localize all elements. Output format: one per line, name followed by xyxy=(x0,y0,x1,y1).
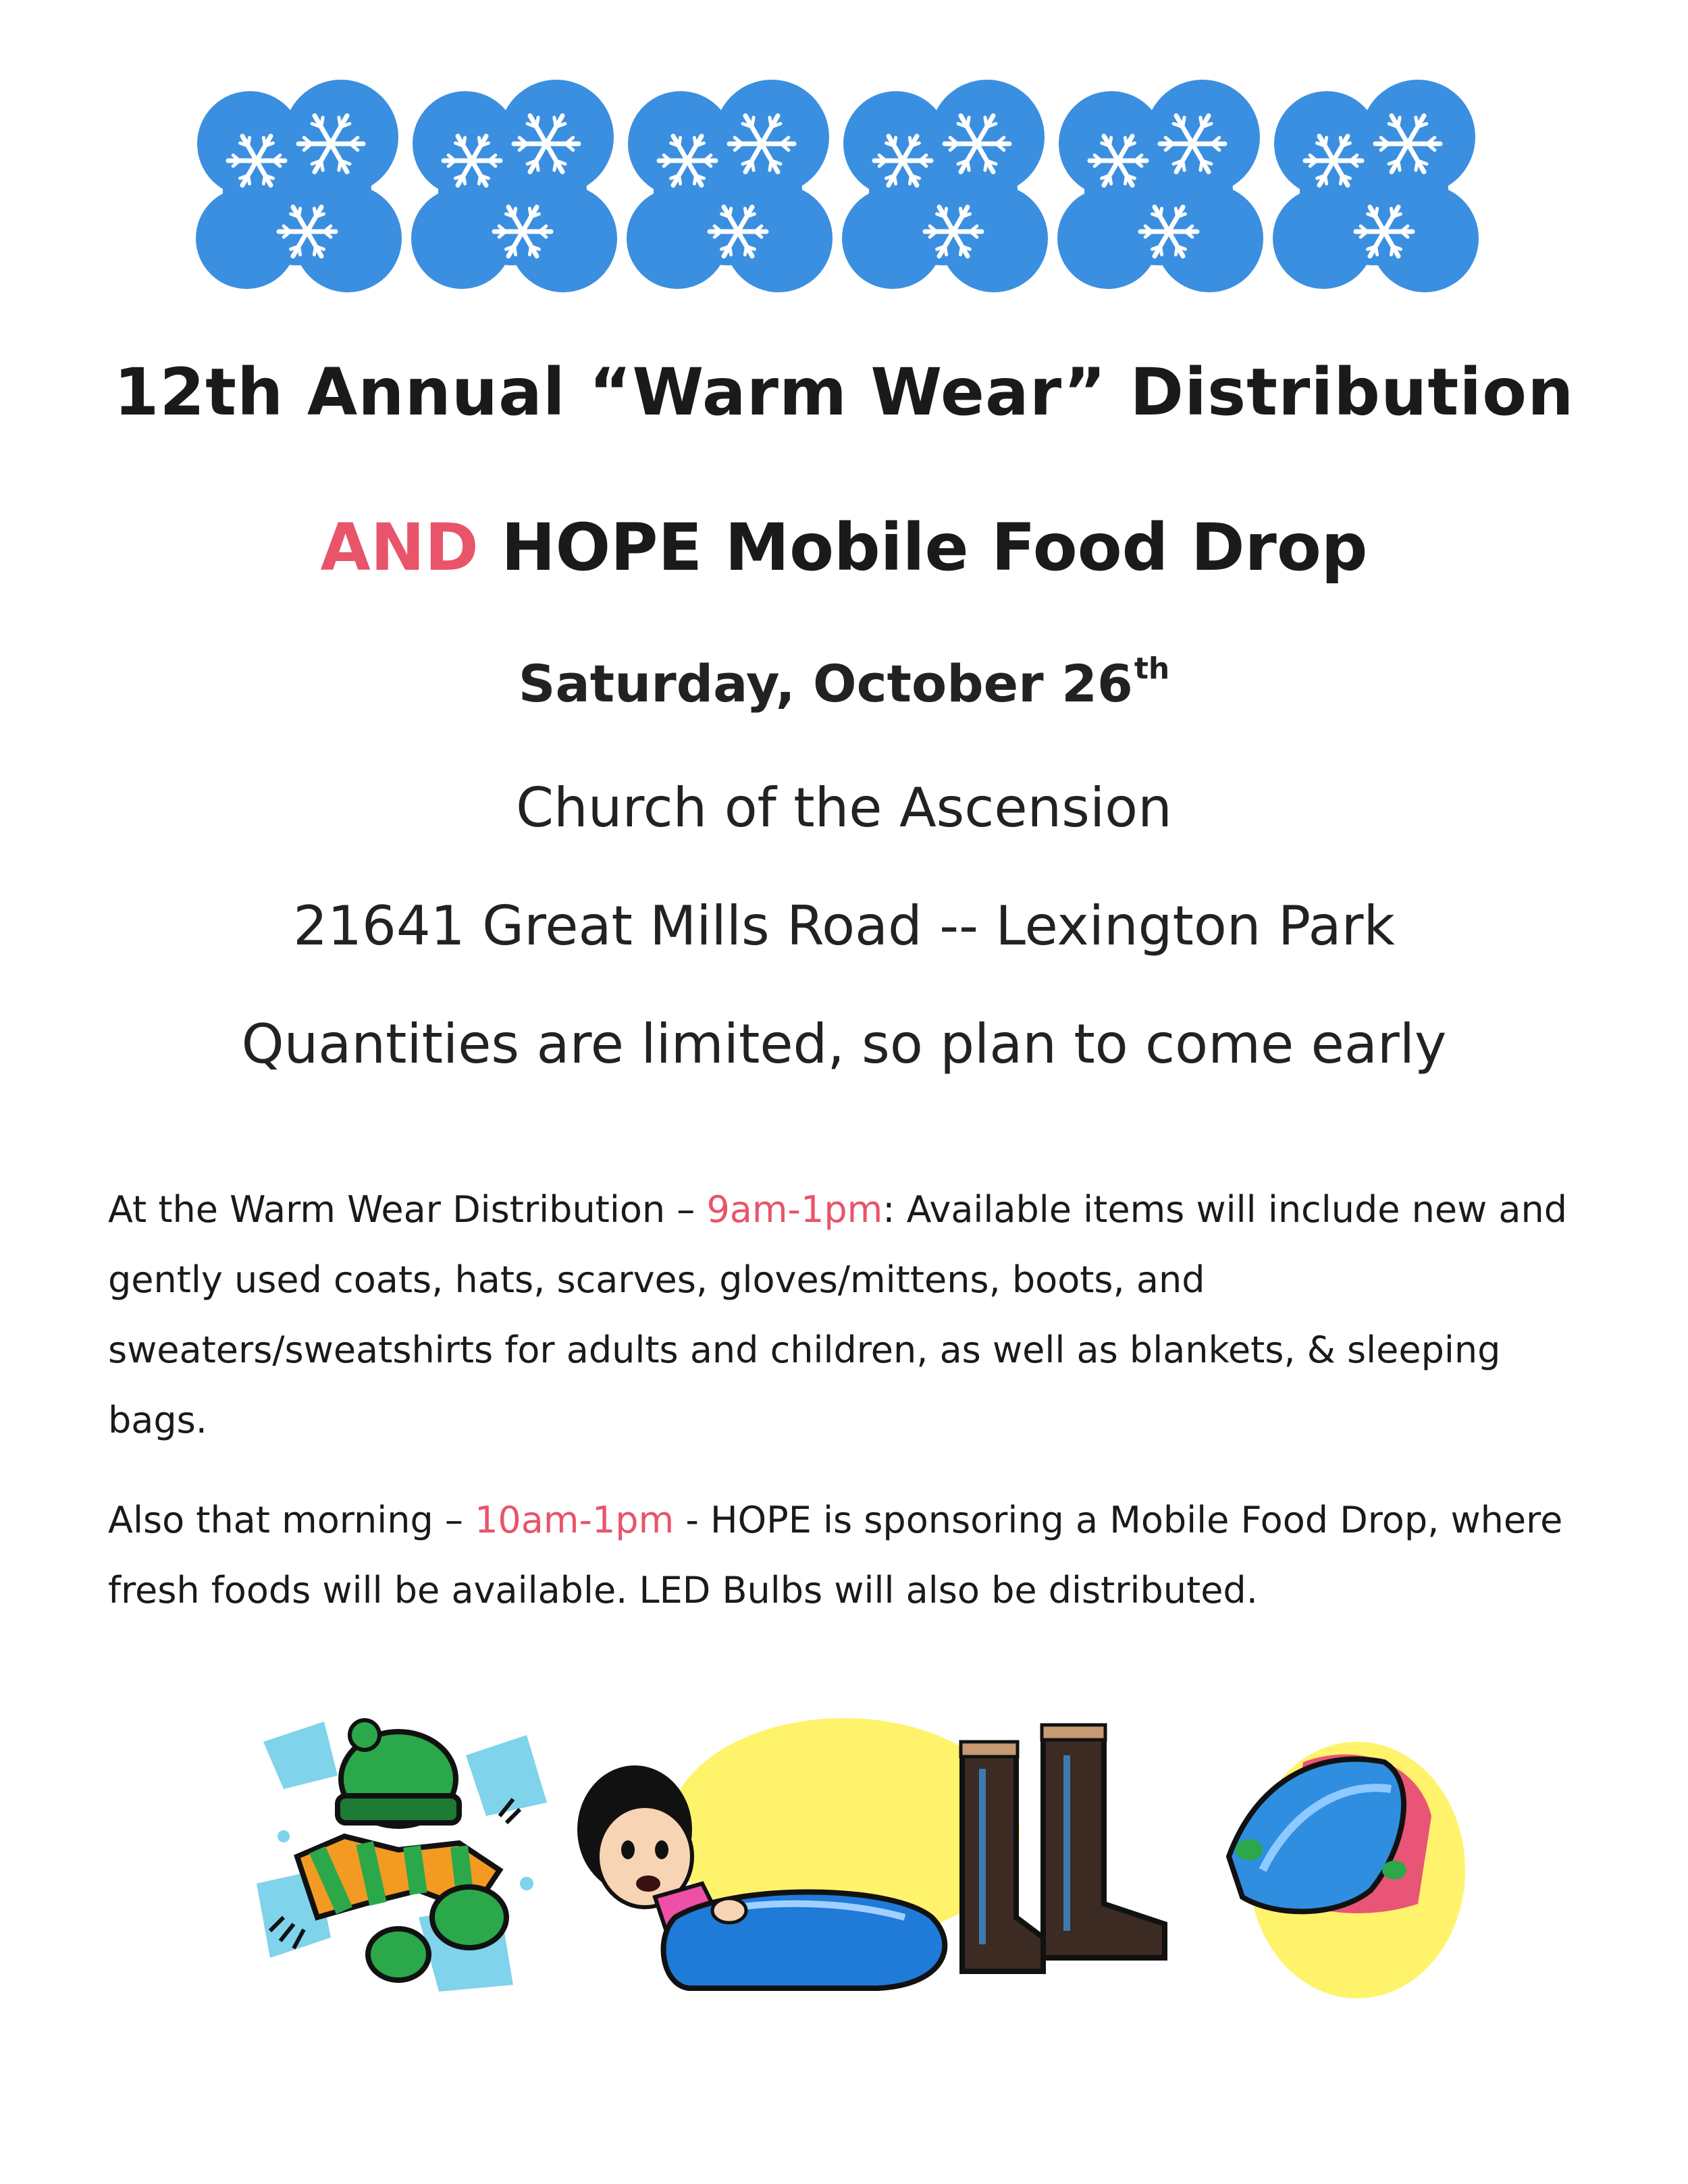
subtitle-rest: HOPE Mobile Food Drop xyxy=(501,510,1368,585)
event-venue: Church of the Ascension xyxy=(516,776,1172,839)
snowflake-cluster-icon xyxy=(196,80,402,302)
snowflake-cluster-icon xyxy=(842,80,1048,302)
p1-lead: At the Warm Wear Distribution – xyxy=(108,1188,707,1231)
snowflake-cluster-icon xyxy=(1273,80,1479,302)
event-date-main: Saturday, October 26 xyxy=(518,654,1133,714)
snowflake-cluster-icon xyxy=(627,80,833,302)
p2-lead: Also that morning – xyxy=(108,1499,475,1541)
event-address: 21641 Great Mills Road -- Lexington Park xyxy=(293,895,1395,957)
snowflake-cluster-icon xyxy=(411,80,617,302)
boots-icon xyxy=(942,1715,1198,1998)
warm-wear-time: 9am-1pm xyxy=(706,1188,883,1231)
event-date xyxy=(0,651,1688,714)
flyer-subtitle xyxy=(0,510,1688,585)
snowflake-banner xyxy=(196,80,1479,309)
p2-rest: - HOPE is sponsoring a Mobile Food Drop, where fresh foods will be available. LED Bulbs will also be distributed. xyxy=(108,1499,1563,1612)
food-drop-details xyxy=(108,1485,1593,1626)
hat-scarf-mittens-icon xyxy=(243,1715,560,1998)
subtitle-accent: AND xyxy=(320,510,479,585)
jacket-icon xyxy=(1202,1715,1472,1998)
warm-wear-details xyxy=(108,1175,1593,1456)
event-date-suffix: th xyxy=(1134,651,1170,686)
food-drop-time: 10am-1pm xyxy=(475,1499,675,1541)
p1-rest: : Available items will include new and gently used coats, hats, scarves, gloves/mittens, boots, and sweaters/sweatshirts for adults and children, as well as blankets, & sleeping bags. xyxy=(108,1188,1567,1441)
event-note: Quantities are limited, so plan to come early xyxy=(241,1013,1447,1075)
snowflake-cluster-icon xyxy=(1057,80,1263,302)
flyer-title: 12th Annual “Warm Wear” Distribution xyxy=(113,354,1575,430)
